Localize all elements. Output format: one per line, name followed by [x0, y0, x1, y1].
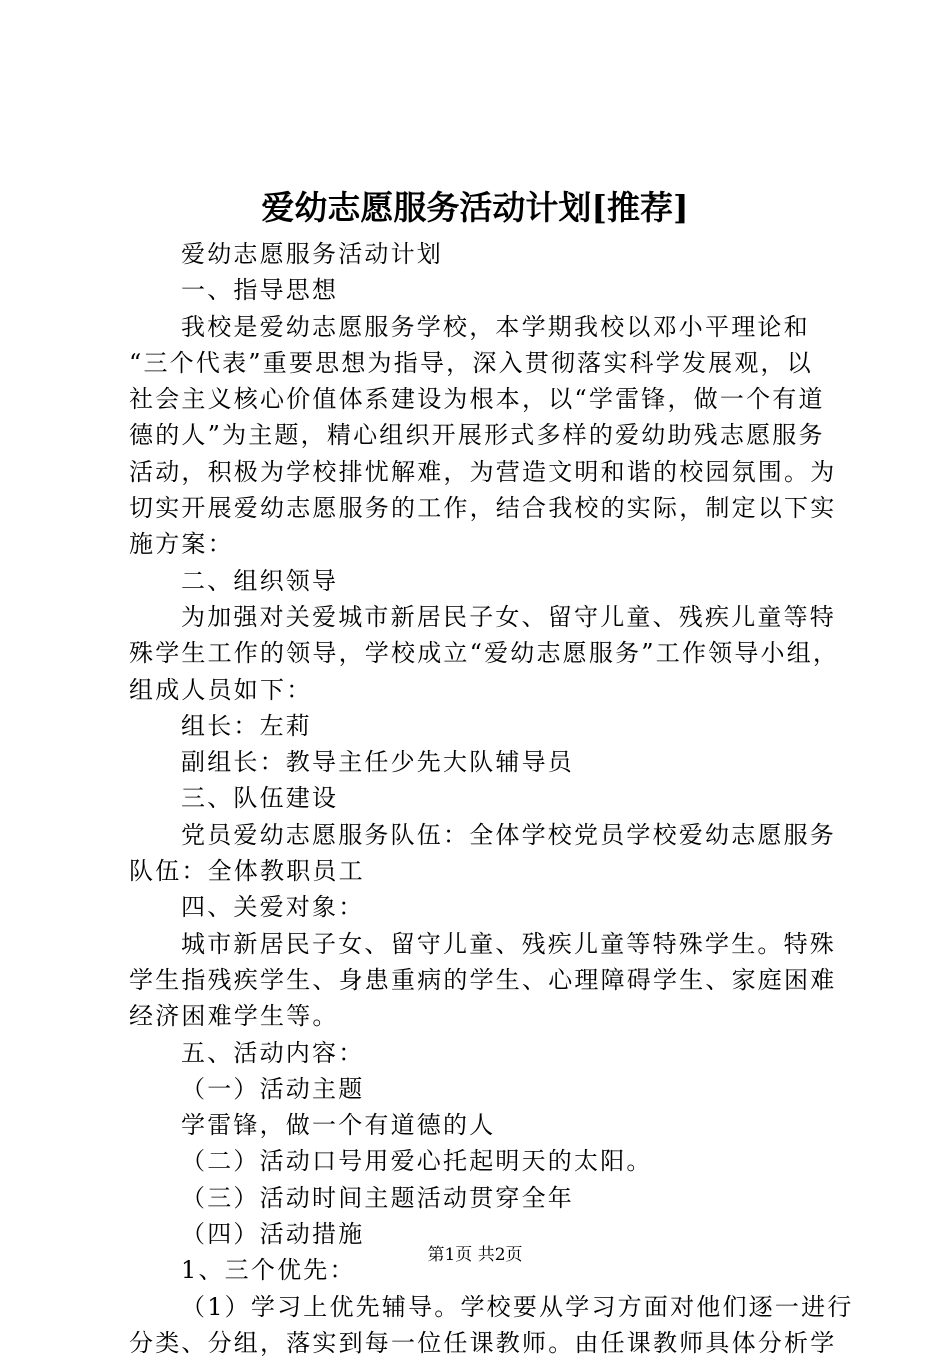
section-heading: 四、关爱对象： [181, 893, 365, 922]
body-line: （一）活动主题 [181, 1074, 365, 1103]
body-line: 为加强对关爱城市新居民子女、留守儿童、残疾儿童等特 [181, 602, 836, 631]
body-line: 殊学生工作的领导，学校成立“爱幼志愿服务”工作领导小组， [129, 639, 840, 668]
body-line: 活动，积极为学校排忧解难，为营造文明和谐的校园氛围。为 [129, 457, 837, 486]
body-line: 学生指残疾学生、身患重病的学生、心理障碍学生、家庭困难 [129, 965, 837, 994]
body-line: （二）活动口号用爱心托起明天的太阳。 [181, 1147, 653, 1176]
body-line: 施方案： [129, 530, 234, 559]
body-line: 1、三个优先： [181, 1256, 356, 1285]
page-number: 第1页 共2页 [427, 1245, 523, 1265]
body-line: 爱幼志愿服务活动计划 [181, 240, 443, 268]
body-line: 城市新居民子女、留守儿童、残疾儿童等特殊学生。特殊 [181, 929, 836, 958]
body-line: 切实开展爱幼志愿服务的工作，结合我校的实际，制定以下实 [129, 494, 837, 523]
body-line: （四）活动措施 [181, 1220, 365, 1249]
body-line: 队伍：全体教职员工 [129, 857, 365, 886]
body-line: 德的人”为主题，精心组织开展形式多样的爱幼助残志愿服务 [129, 421, 825, 450]
body-line: 组长：左莉 [181, 711, 312, 740]
body-line: “三个代表”重要思想为指导，深入贯彻落实科学发展观，以 [129, 348, 813, 377]
body-line: 副组长：教导主任少先大队辅导员 [181, 748, 574, 777]
body-line: 组成人员如下： [129, 675, 313, 704]
section-heading: 一、指导思想 [181, 276, 339, 305]
body-line: 学雷锋，做一个有道德的人 [181, 1111, 496, 1140]
body-line: （1）学习上优先辅导。学校要从学习方面对他们逐一进行 [181, 1292, 854, 1321]
body-line: （三）活动时间主题活动贯穿全年 [181, 1183, 574, 1212]
section-heading: 二、组织领导 [181, 566, 339, 595]
body-line: 社会主义核心价值体系建设为根本，以“学雷锋，做一个有道 [129, 385, 825, 414]
body-line: 分类、分组，落实到每一位任课教师。由任课教师具体分析学 [129, 1328, 837, 1357]
body-line: 我校是爱幼志愿服务学校，本学期我校以邓小平理论和 [181, 312, 810, 341]
section-heading: 三、队伍建设 [181, 784, 339, 813]
document-title: 爱幼志愿服务活动计划[推荐] [261, 188, 689, 227]
section-heading: 五、活动内容： [181, 1038, 365, 1067]
body-line: 党员爱幼志愿服务队伍：全体学校党员学校爱幼志愿服务 [181, 820, 836, 849]
body-line: 经济困难学生等。 [129, 1002, 339, 1031]
document-body [129, 236, 854, 1361]
